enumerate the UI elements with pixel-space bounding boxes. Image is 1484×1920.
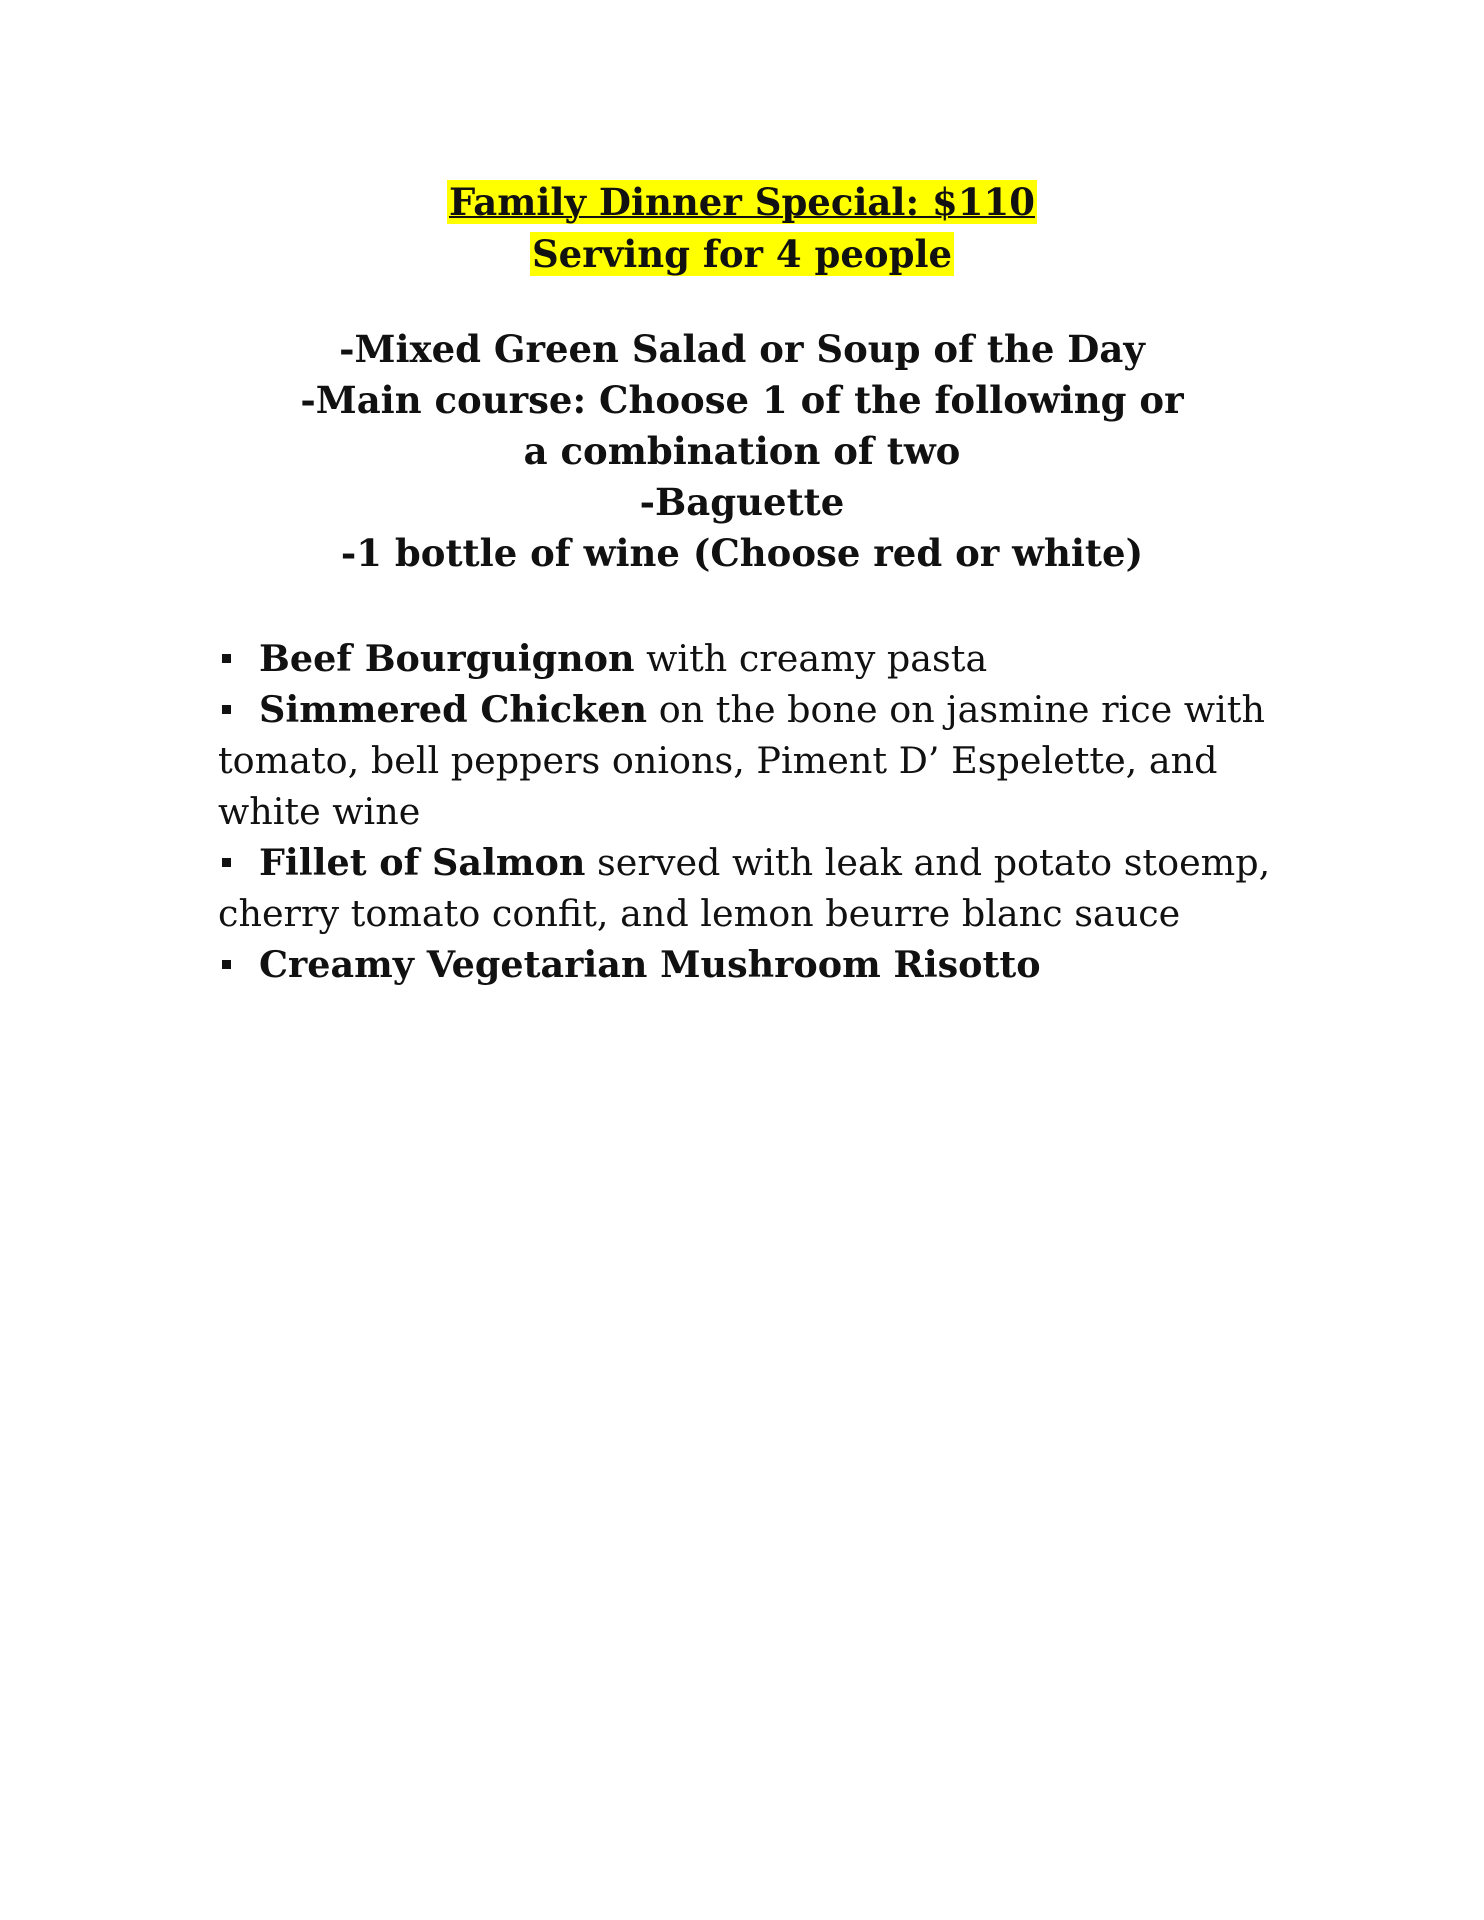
included-item: -Mixed Green Salad or Soup of the Day bbox=[339, 327, 1145, 371]
dish-item-fillet-of-salmon bbox=[218, 837, 1278, 939]
menu-subtitle-line bbox=[0, 228, 1484, 280]
dish-name: Creamy Vegetarian Mushroom Risotto bbox=[259, 943, 1041, 986]
dish-name: Simmered Chicken bbox=[259, 688, 648, 731]
main-course-list bbox=[218, 633, 1278, 990]
square-bullet-icon bbox=[222, 960, 231, 969]
included-item: -Baguette bbox=[639, 480, 845, 524]
square-bullet-icon bbox=[222, 654, 231, 663]
included-item: a combination of two bbox=[523, 429, 961, 473]
menu-title: Family Dinner Special: $110 bbox=[449, 180, 1035, 224]
dish-item-beef-bourguignon bbox=[218, 633, 1278, 684]
dish-item-mushroom-risotto bbox=[218, 939, 1278, 990]
square-bullet-icon bbox=[222, 705, 231, 714]
dish-item-simmered-chicken bbox=[218, 684, 1278, 837]
square-bullet-icon bbox=[222, 858, 231, 867]
dish-description: served with leak and potato stoemp, cherry tomato confit, and lemon beurre blanc sauce bbox=[218, 841, 1271, 935]
dish-description: on the bone on jasmine rice with tomato, bell peppers onions, Piment D’ Espelette, and white wine bbox=[218, 688, 1265, 833]
dish-name: Fillet of Salmon bbox=[259, 841, 586, 884]
menu-subtitle: Serving for 4 people bbox=[531, 232, 953, 276]
included-items bbox=[0, 324, 1484, 579]
dish-description: with creamy pasta bbox=[634, 637, 988, 680]
menu-header bbox=[0, 176, 1484, 280]
included-item: -1 bottle of wine (Choose red or white) bbox=[340, 531, 1144, 575]
menu-title-line bbox=[0, 176, 1484, 228]
dish-name: Beef Bourguignon bbox=[259, 637, 635, 680]
included-item: -Main course: Choose 1 of the following or bbox=[300, 378, 1184, 422]
